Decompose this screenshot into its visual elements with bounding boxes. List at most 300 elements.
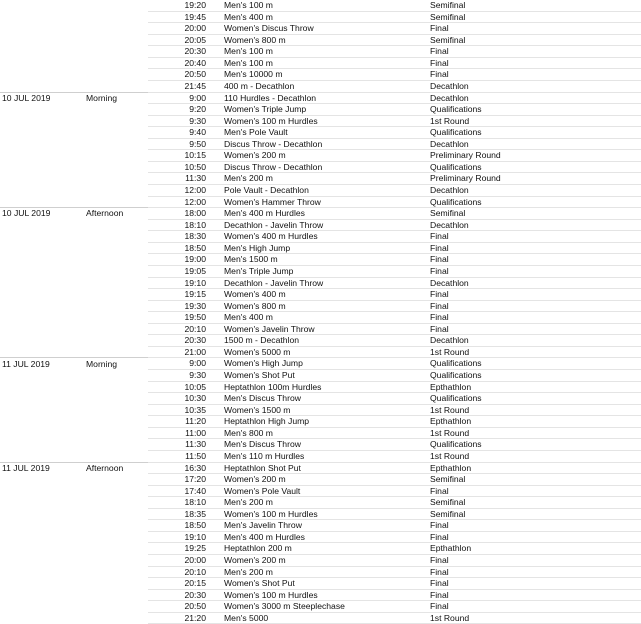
date-cell bbox=[0, 57, 84, 69]
time-cell: 9:00 bbox=[148, 92, 222, 104]
round-cell: Qualifications bbox=[428, 104, 641, 116]
date-cell bbox=[0, 115, 84, 127]
date-cell bbox=[0, 185, 84, 197]
time-cell: 20:00 bbox=[148, 23, 222, 35]
round-cell: 1st Round bbox=[428, 346, 641, 358]
event-cell: Heptathlon High Jump bbox=[222, 416, 428, 428]
schedule-row bbox=[0, 381, 641, 393]
session-cell bbox=[84, 46, 148, 58]
time-cell: 19:25 bbox=[148, 543, 222, 555]
round-cell: Decathlon bbox=[428, 185, 641, 197]
round-cell: Decathlon bbox=[428, 138, 641, 150]
time-cell: 9:30 bbox=[148, 115, 222, 127]
round-cell: Epthathlon bbox=[428, 543, 641, 555]
round-cell: 1st Round bbox=[428, 404, 641, 416]
event-cell: Women's Triple Jump bbox=[222, 104, 428, 116]
session-cell bbox=[84, 34, 148, 46]
round-cell: Final bbox=[428, 46, 641, 58]
round-cell: Qualifications bbox=[428, 161, 641, 173]
round-cell: Decathlon bbox=[428, 277, 641, 289]
session-cell: Afternoon bbox=[84, 208, 148, 220]
schedule-row bbox=[0, 312, 641, 324]
session-cell bbox=[84, 185, 148, 197]
schedule-row bbox=[0, 520, 641, 532]
time-cell: 20:10 bbox=[148, 566, 222, 578]
schedule-row bbox=[0, 161, 641, 173]
event-cell: Decathlon - Javelin Throw bbox=[222, 277, 428, 289]
session-cell bbox=[84, 612, 148, 624]
date-cell bbox=[0, 173, 84, 185]
round-cell: Semifinal bbox=[428, 34, 641, 46]
round-cell: Decathlon bbox=[428, 92, 641, 104]
session-cell bbox=[84, 254, 148, 266]
date-cell bbox=[0, 531, 84, 543]
session-cell bbox=[84, 381, 148, 393]
round-cell: Decathlon bbox=[428, 219, 641, 231]
schedule-row bbox=[0, 104, 641, 116]
round-cell: Final bbox=[428, 555, 641, 567]
event-cell: Men's Triple Jump bbox=[222, 265, 428, 277]
time-cell: 17:40 bbox=[148, 485, 222, 497]
event-cell: Women's 800 m bbox=[222, 34, 428, 46]
date-cell bbox=[0, 323, 84, 335]
session-cell bbox=[84, 242, 148, 254]
date-cell: 10 JUL 2019 bbox=[0, 92, 84, 104]
session-cell: Morning bbox=[84, 358, 148, 370]
session-cell bbox=[84, 566, 148, 578]
round-cell: Semifinal bbox=[428, 497, 641, 509]
session-cell bbox=[84, 578, 148, 590]
session-cell bbox=[84, 231, 148, 243]
round-cell: Decathlon bbox=[428, 80, 641, 92]
schedule-row bbox=[0, 208, 641, 220]
schedule-row bbox=[0, 277, 641, 289]
event-cell: Men's 110 m Hurdles bbox=[222, 450, 428, 462]
schedule-row bbox=[0, 462, 641, 474]
schedule-row bbox=[0, 138, 641, 150]
round-cell: 1st Round bbox=[428, 450, 641, 462]
time-cell: 20:40 bbox=[148, 57, 222, 69]
time-cell: 21:45 bbox=[148, 80, 222, 92]
round-cell: Final bbox=[428, 300, 641, 312]
schedule-row bbox=[0, 115, 641, 127]
schedule-row bbox=[0, 127, 641, 139]
session-cell bbox=[84, 23, 148, 35]
round-cell: Preliminary Round bbox=[428, 173, 641, 185]
time-cell: 10:30 bbox=[148, 393, 222, 405]
session-cell bbox=[84, 69, 148, 81]
date-cell bbox=[0, 150, 84, 162]
event-cell: Men's Pole Vault bbox=[222, 127, 428, 139]
session-cell bbox=[84, 393, 148, 405]
time-cell: 12:00 bbox=[148, 185, 222, 197]
session-cell bbox=[84, 115, 148, 127]
event-cell: 1500 m - Decathlon bbox=[222, 335, 428, 347]
schedule-row bbox=[0, 450, 641, 462]
event-cell: Men's 10000 m bbox=[222, 69, 428, 81]
time-cell: 19:15 bbox=[148, 289, 222, 301]
time-cell: 18:10 bbox=[148, 497, 222, 509]
time-cell: 10:50 bbox=[148, 161, 222, 173]
event-cell: Women's Hammer Throw bbox=[222, 196, 428, 208]
date-cell bbox=[0, 601, 84, 613]
schedule-row bbox=[0, 497, 641, 509]
time-cell: 9:30 bbox=[148, 370, 222, 382]
time-cell: 20:05 bbox=[148, 34, 222, 46]
date-cell bbox=[0, 404, 84, 416]
event-cell: Women's 5000 m bbox=[222, 346, 428, 358]
round-cell: Final bbox=[428, 312, 641, 324]
session-cell bbox=[84, 335, 148, 347]
schedule-row bbox=[0, 196, 641, 208]
event-cell: Women's 200 m bbox=[222, 555, 428, 567]
date-cell bbox=[0, 485, 84, 497]
time-cell: 21:00 bbox=[148, 346, 222, 358]
session-cell bbox=[84, 601, 148, 613]
event-cell: Men's 200 m bbox=[222, 566, 428, 578]
session-cell bbox=[84, 589, 148, 601]
event-cell: Women's 400 m bbox=[222, 289, 428, 301]
schedule-row bbox=[0, 173, 641, 185]
date-cell bbox=[0, 277, 84, 289]
date-cell bbox=[0, 161, 84, 173]
schedule-row bbox=[0, 370, 641, 382]
schedule-row bbox=[0, 11, 641, 23]
time-cell: 19:50 bbox=[148, 312, 222, 324]
session-cell bbox=[84, 161, 148, 173]
date-cell bbox=[0, 416, 84, 428]
round-cell: Final bbox=[428, 566, 641, 578]
time-cell: 10:35 bbox=[148, 404, 222, 416]
event-cell: Men's 1500 m bbox=[222, 254, 428, 266]
schedule-row bbox=[0, 300, 641, 312]
round-cell: Final bbox=[428, 531, 641, 543]
round-cell: Semifinal bbox=[428, 11, 641, 23]
session-cell bbox=[84, 80, 148, 92]
schedule-row bbox=[0, 231, 641, 243]
date-cell: 11 JUL 2019 bbox=[0, 358, 84, 370]
event-cell: Men's 400 m bbox=[222, 312, 428, 324]
round-cell: Semifinal bbox=[428, 0, 641, 11]
date-cell: 11 JUL 2019 bbox=[0, 462, 84, 474]
session-cell bbox=[84, 277, 148, 289]
date-cell bbox=[0, 46, 84, 58]
session-cell bbox=[84, 300, 148, 312]
schedule-row bbox=[0, 219, 641, 231]
round-cell: Final bbox=[428, 265, 641, 277]
date-cell bbox=[0, 127, 84, 139]
date-cell bbox=[0, 555, 84, 567]
time-cell: 18:30 bbox=[148, 231, 222, 243]
date-cell bbox=[0, 312, 84, 324]
session-cell bbox=[84, 323, 148, 335]
round-cell: Epthathlon bbox=[428, 416, 641, 428]
event-cell: Pole Vault - Decathlon bbox=[222, 185, 428, 197]
schedule-row bbox=[0, 34, 641, 46]
event-cell: Men's Discus Throw bbox=[222, 439, 428, 451]
time-cell: 18:35 bbox=[148, 508, 222, 520]
date-cell bbox=[0, 474, 84, 486]
event-cell: Discus Throw - Decathlon bbox=[222, 161, 428, 173]
time-cell: 10:15 bbox=[148, 150, 222, 162]
round-cell: Final bbox=[428, 589, 641, 601]
schedule-row bbox=[0, 242, 641, 254]
schedule-row bbox=[0, 346, 641, 358]
round-cell: 1st Round bbox=[428, 115, 641, 127]
schedule-row bbox=[0, 555, 641, 567]
schedule-row bbox=[0, 601, 641, 613]
round-cell: 1st Round bbox=[428, 427, 641, 439]
event-cell: Women's 800 m bbox=[222, 300, 428, 312]
round-cell: Qualifications bbox=[428, 196, 641, 208]
schedule-row bbox=[0, 474, 641, 486]
session-cell bbox=[84, 474, 148, 486]
date-cell bbox=[0, 300, 84, 312]
session-cell bbox=[84, 57, 148, 69]
schedule-row bbox=[0, 508, 641, 520]
round-cell: Qualifications bbox=[428, 439, 641, 451]
time-cell: 16:30 bbox=[148, 462, 222, 474]
round-cell: Qualifications bbox=[428, 393, 641, 405]
round-cell: Epthathlon bbox=[428, 462, 641, 474]
date-cell bbox=[0, 346, 84, 358]
date-cell bbox=[0, 578, 84, 590]
session-cell: Morning bbox=[84, 92, 148, 104]
schedule-row bbox=[0, 265, 641, 277]
time-cell: 9:40 bbox=[148, 127, 222, 139]
schedule-row bbox=[0, 566, 641, 578]
session-cell bbox=[84, 219, 148, 231]
date-cell bbox=[0, 23, 84, 35]
schedule-row bbox=[0, 589, 641, 601]
round-cell: Final bbox=[428, 601, 641, 613]
schedule-row bbox=[0, 46, 641, 58]
session-cell bbox=[84, 508, 148, 520]
event-cell: Women's Discus Throw bbox=[222, 23, 428, 35]
date-cell bbox=[0, 450, 84, 462]
session-cell bbox=[84, 0, 148, 11]
date-cell bbox=[0, 219, 84, 231]
time-cell: 18:50 bbox=[148, 242, 222, 254]
schedule-row bbox=[0, 393, 641, 405]
round-cell: Final bbox=[428, 485, 641, 497]
date-cell bbox=[0, 231, 84, 243]
schedule-row bbox=[0, 578, 641, 590]
round-cell: Final bbox=[428, 69, 641, 81]
session-cell bbox=[84, 404, 148, 416]
session-cell bbox=[84, 450, 148, 462]
time-cell: 20:30 bbox=[148, 589, 222, 601]
event-cell: Men's High Jump bbox=[222, 242, 428, 254]
date-cell bbox=[0, 393, 84, 405]
event-cell: Women's 400 m Hurdles bbox=[222, 231, 428, 243]
round-cell: Qualifications bbox=[428, 358, 641, 370]
round-cell: Decathlon bbox=[428, 335, 641, 347]
date-cell bbox=[0, 612, 84, 624]
date-cell bbox=[0, 80, 84, 92]
date-cell bbox=[0, 265, 84, 277]
event-cell: Discus Throw - Decathlon bbox=[222, 138, 428, 150]
round-cell: Final bbox=[428, 254, 641, 266]
round-cell: Final bbox=[428, 242, 641, 254]
event-cell: Men's Javelin Throw bbox=[222, 520, 428, 532]
event-cell: Women's 3000 m Steeplechase bbox=[222, 601, 428, 613]
schedule-row bbox=[0, 485, 641, 497]
event-cell: Women's Javelin Throw bbox=[222, 323, 428, 335]
schedule-row bbox=[0, 416, 641, 428]
time-cell: 20:00 bbox=[148, 555, 222, 567]
session-cell bbox=[84, 173, 148, 185]
event-cell: Women's 100 m Hurdles bbox=[222, 508, 428, 520]
time-cell: 11:30 bbox=[148, 173, 222, 185]
schedule-row bbox=[0, 80, 641, 92]
time-cell: 9:50 bbox=[148, 138, 222, 150]
event-cell: Men's 100 m bbox=[222, 0, 428, 11]
date-cell bbox=[0, 104, 84, 116]
schedule-row bbox=[0, 612, 641, 624]
schedule-row bbox=[0, 543, 641, 555]
time-cell: 17:20 bbox=[148, 474, 222, 486]
time-cell: 20:50 bbox=[148, 601, 222, 613]
date-cell bbox=[0, 34, 84, 46]
round-cell: Preliminary Round bbox=[428, 150, 641, 162]
time-cell: 19:05 bbox=[148, 265, 222, 277]
time-cell: 9:20 bbox=[148, 104, 222, 116]
schedule-row bbox=[0, 150, 641, 162]
date-cell bbox=[0, 520, 84, 532]
event-cell: Men's 100 m bbox=[222, 46, 428, 58]
date-cell bbox=[0, 566, 84, 578]
time-cell: 9:00 bbox=[148, 358, 222, 370]
date-cell bbox=[0, 11, 84, 23]
session-cell bbox=[84, 196, 148, 208]
event-cell: Men's 100 m bbox=[222, 57, 428, 69]
time-cell: 20:30 bbox=[148, 335, 222, 347]
round-cell: Final bbox=[428, 23, 641, 35]
session-cell bbox=[84, 370, 148, 382]
event-cell: Heptathlon 100m Hurdles bbox=[222, 381, 428, 393]
session-cell: Afternoon bbox=[84, 462, 148, 474]
schedule-row bbox=[0, 69, 641, 81]
date-cell bbox=[0, 335, 84, 347]
round-cell: Epthathlon bbox=[428, 381, 641, 393]
time-cell: 19:10 bbox=[148, 531, 222, 543]
time-cell: 20:50 bbox=[148, 69, 222, 81]
event-cell: Women's Shot Put bbox=[222, 370, 428, 382]
schedule-row bbox=[0, 531, 641, 543]
event-cell: Men's 200 m bbox=[222, 173, 428, 185]
time-cell: 12:00 bbox=[148, 196, 222, 208]
time-cell: 19:30 bbox=[148, 300, 222, 312]
event-cell: Women's 100 m Hurdles bbox=[222, 589, 428, 601]
event-cell: Men's 800 m bbox=[222, 427, 428, 439]
date-cell bbox=[0, 0, 84, 11]
event-cell: Women's High Jump bbox=[222, 358, 428, 370]
round-cell: Qualifications bbox=[428, 127, 641, 139]
date-cell bbox=[0, 589, 84, 601]
schedule-row bbox=[0, 254, 641, 266]
session-cell bbox=[84, 543, 148, 555]
event-cell: Heptathlon 200 m bbox=[222, 543, 428, 555]
round-cell: Semifinal bbox=[428, 474, 641, 486]
round-cell: Final bbox=[428, 323, 641, 335]
event-cell: 400 m - Decathlon bbox=[222, 80, 428, 92]
round-cell: Semifinal bbox=[428, 508, 641, 520]
time-cell: 18:00 bbox=[148, 208, 222, 220]
time-cell: 19:45 bbox=[148, 11, 222, 23]
schedule-row bbox=[0, 358, 641, 370]
round-cell: 1st Round bbox=[428, 612, 641, 624]
session-cell bbox=[84, 485, 148, 497]
schedule-row bbox=[0, 57, 641, 69]
time-cell: 11:30 bbox=[148, 439, 222, 451]
schedule-row bbox=[0, 23, 641, 35]
session-cell bbox=[84, 439, 148, 451]
time-cell: 11:50 bbox=[148, 450, 222, 462]
event-cell: Men's 400 m bbox=[222, 11, 428, 23]
date-cell bbox=[0, 69, 84, 81]
session-cell bbox=[84, 531, 148, 543]
date-cell bbox=[0, 370, 84, 382]
date-cell bbox=[0, 439, 84, 451]
schedule-row bbox=[0, 323, 641, 335]
session-cell bbox=[84, 346, 148, 358]
session-cell bbox=[84, 555, 148, 567]
round-cell: Final bbox=[428, 231, 641, 243]
time-cell: 11:00 bbox=[148, 427, 222, 439]
event-cell: Decathlon - Javelin Throw bbox=[222, 219, 428, 231]
round-cell: Qualifications bbox=[428, 370, 641, 382]
event-cell: 110 Hurdles - Decathlon bbox=[222, 92, 428, 104]
date-cell bbox=[0, 543, 84, 555]
round-cell: Semifinal bbox=[428, 208, 641, 220]
schedule-row bbox=[0, 439, 641, 451]
time-cell: 18:50 bbox=[148, 520, 222, 532]
date-cell: 10 JUL 2019 bbox=[0, 208, 84, 220]
date-cell bbox=[0, 508, 84, 520]
time-cell: 11:20 bbox=[148, 416, 222, 428]
round-cell: Final bbox=[428, 520, 641, 532]
session-cell bbox=[84, 497, 148, 509]
round-cell: Final bbox=[428, 289, 641, 301]
time-cell: 19:10 bbox=[148, 277, 222, 289]
event-cell: Men's 400 m Hurdles bbox=[222, 208, 428, 220]
schedule-row bbox=[0, 92, 641, 104]
date-cell bbox=[0, 497, 84, 509]
session-cell bbox=[84, 150, 148, 162]
date-cell bbox=[0, 196, 84, 208]
round-cell: Final bbox=[428, 57, 641, 69]
time-cell: 21:20 bbox=[148, 612, 222, 624]
session-cell bbox=[84, 11, 148, 23]
schedule-row bbox=[0, 0, 641, 11]
event-cell: Men's Discus Throw bbox=[222, 393, 428, 405]
date-cell bbox=[0, 381, 84, 393]
event-cell: Women's 200 m bbox=[222, 150, 428, 162]
time-cell: 18:10 bbox=[148, 219, 222, 231]
date-cell bbox=[0, 427, 84, 439]
session-cell bbox=[84, 416, 148, 428]
event-cell: Men's 200 m bbox=[222, 497, 428, 509]
time-cell: 20:10 bbox=[148, 323, 222, 335]
time-cell: 19:00 bbox=[148, 254, 222, 266]
event-cell: Men's 400 m Hurdles bbox=[222, 531, 428, 543]
event-cell: Women's 1500 m bbox=[222, 404, 428, 416]
event-cell: Women's 100 m Hurdles bbox=[222, 115, 428, 127]
session-cell bbox=[84, 520, 148, 532]
event-cell: Heptathlon Shot Put bbox=[222, 462, 428, 474]
date-cell bbox=[0, 289, 84, 301]
